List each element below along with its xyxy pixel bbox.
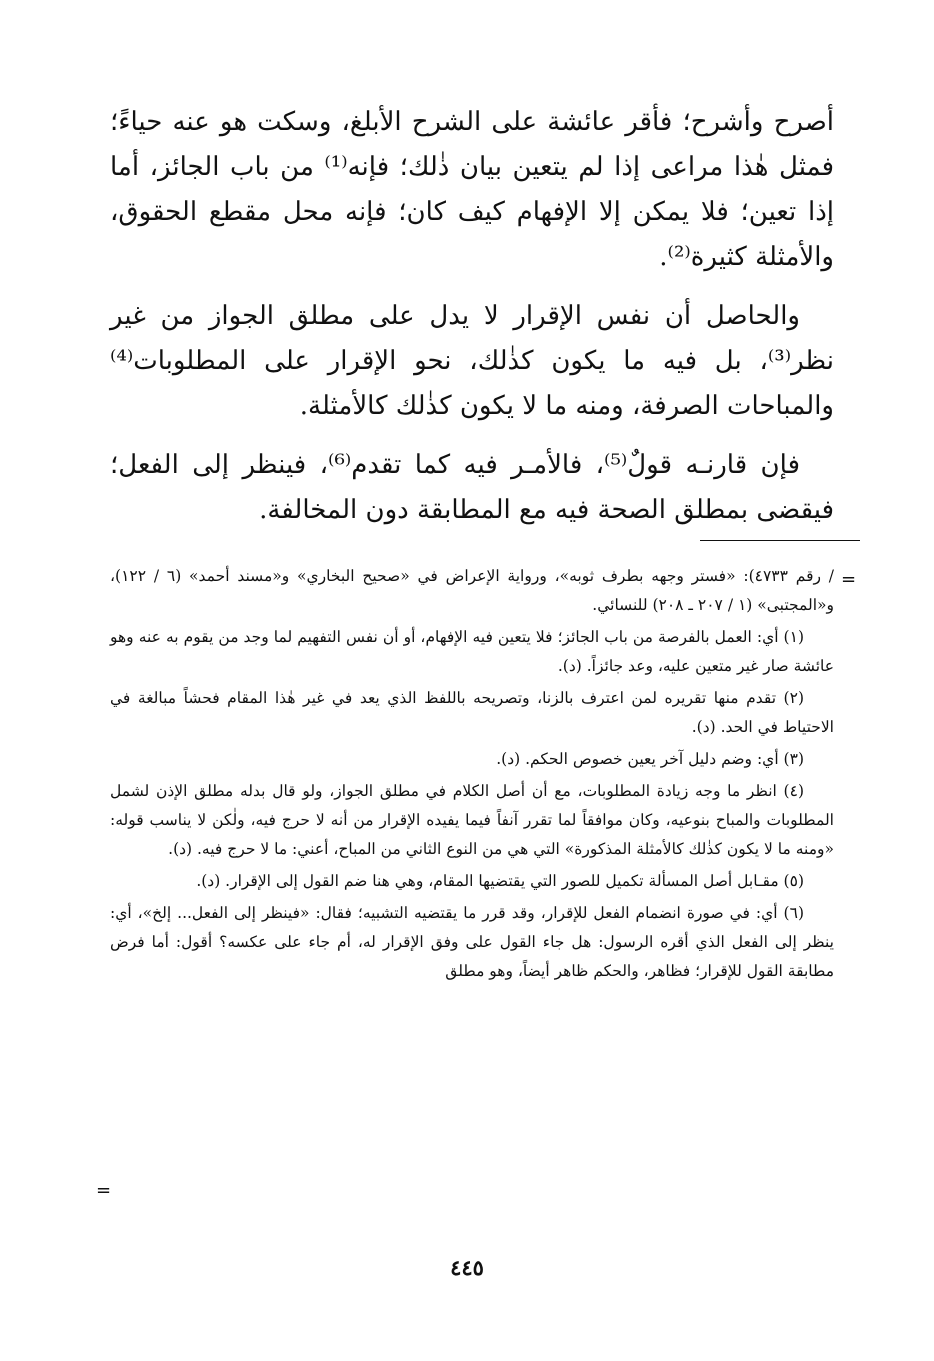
footnote-separator bbox=[700, 540, 860, 541]
continuation-mark-bottom: = bbox=[96, 1180, 112, 1201]
footnote-6: (٦) أي: في صورة انضمام الفعل للإقرار، وقد قرر ما يقتضيه التشبيه؛ فقال: «فينظر إلى الفعل... إلخ»، أي: ينظر إلى الفعل الذي أقره الرسول: هل جاء القول على وفق الإقرار له، أم جاء على عكسه؟ أقول: أما فرض مطابقة القول للإقرار؛ فظاهر، والحكم ظاهر أيضاً، وهو مطلق bbox=[110, 904, 834, 980]
footnote-5: (٥) مقـابل أصل المسألة تكميل للصور التي يقتضيها المقام، وهي هنا ضم القول إلى الإقرار. (د). bbox=[196, 872, 804, 890]
main-paragraph: فإن قارنـه قولٌ⁽⁵⁾، فالأمـر فيه كما تقدم⁽⁶⁾، فينظر إلى الفعل؛ فيقضى بمطلق الصحة فيه مع المطابقة دون المخالفة. bbox=[110, 450, 834, 525]
main-paragraph: أصرح وأشرح؛ فأقر عائشة على الشرح الأبلغ، وسكت هو عنه حياءً؛ فمثل هٰذا مراعى إذا لم يتعين بيان ذٰلك؛ فإنه⁽¹⁾ من باب الجائز، أما إذا تعين؛ فلا يمكن إلا الإفهام كيف كان؛ فإنه محل مقطع الحقوق، والأمثلة كثيرة⁽²⁾. bbox=[110, 107, 834, 272]
page-number: ٤٤٥ bbox=[450, 1255, 484, 1280]
footnote-continued: / رقم ٤٧٣٣): «فستر وجهه بطرف ثوبه»، ورواية الإعراض في «صحيح البخاري» و«مسند أحمد» (٦ / ١٢٢)، و«المجتبى» (١ / ٢٠٧ ـ ٢٠٨) للنسائي. bbox=[110, 567, 834, 614]
footnote-1: (١) أي: العمل بالفرصة من باب الجائز؛ فلا يتعين فيه الإفهام، أو أن نفس التفهيم لما وجد من يقوم به عنه وهو عائشة صار غير متعين عليه، وعد جائزاً. (د). bbox=[110, 628, 834, 675]
main-text bbox=[110, 100, 834, 547]
footnote-4: (٤) انظر ما وجه زيادة المطلوبات، مع أن أصل الكلام في مطلق الجواز، ولو قال بدله مطلق الإذن لشمل المطلوبات والمباح بنوعيه، وكان موافقاً لما تقرر آنفاً فيما يفيده الإقرار من أنه لا حرج فيه، ولٰكن لا يناسب قوله: «ومنه ما لا يكون كذٰلك كالأمثلة المذكورة» التي هي من النوع الثاني من المباح، أعني: ما لا حرج فيه. (د). bbox=[110, 782, 834, 858]
continuation-mark-top: = bbox=[841, 569, 857, 590]
footnote-3: (٣) أي: وضم دليل آخر يعين خصوص الحكم. (د). bbox=[496, 750, 804, 768]
footnotes bbox=[110, 562, 834, 989]
main-paragraph: والحاصل أن نفس الإقرار لا يدل على مطلق الجواز من غير نظر⁽³⁾، بل فيه ما يكون كذٰلك، نحو الإقرار على المطلوبات⁽⁴⁾ والمباحات الصرفة، ومنه ما لا يكون كذٰلك كالأمثلة. bbox=[110, 301, 834, 421]
footnote-2: (٢) تقدم منها تقريره لمن اعترف بالزنا، وتصريحه باللفظ الذي يعد في غير هٰذا المقام فحشاً مبالغة في الاحتياط في الحد. (د). bbox=[110, 689, 834, 736]
